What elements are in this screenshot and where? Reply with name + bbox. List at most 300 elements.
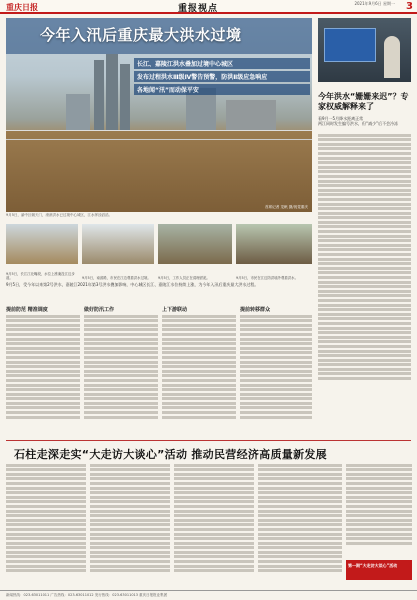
text-line — [84, 342, 158, 345]
text-line — [162, 379, 236, 382]
text-line — [240, 328, 312, 331]
text-line — [258, 468, 342, 471]
text-line — [84, 393, 158, 396]
text-line — [84, 324, 158, 327]
text-line — [6, 546, 86, 549]
text-line — [174, 537, 254, 540]
text-line — [174, 542, 254, 545]
text-line — [90, 537, 170, 540]
text-line — [90, 519, 170, 522]
text-line — [6, 361, 80, 364]
text-line — [6, 324, 80, 327]
text-line — [6, 569, 86, 572]
text-line — [240, 347, 312, 350]
text-line — [258, 569, 342, 572]
text-line — [6, 315, 80, 318]
bullet-item: 发布过程洪水Ⅲ级Ⅳ警告预警，防洪Ⅱ级应急响应 — [134, 71, 310, 82]
text-line — [240, 379, 312, 382]
text-line — [162, 370, 236, 373]
text-line — [90, 482, 170, 485]
text-line — [6, 365, 80, 368]
text-line — [84, 338, 158, 341]
thumb-photo — [236, 224, 312, 280]
article-column — [90, 462, 170, 586]
text-line — [90, 560, 170, 563]
text-line — [90, 491, 170, 494]
text-line — [318, 340, 411, 343]
text-line — [6, 496, 86, 499]
text-line — [258, 546, 342, 549]
text-line — [318, 157, 411, 160]
column-subheading: 上下游联动 — [162, 307, 188, 313]
text-line — [6, 342, 80, 345]
text-line — [6, 351, 80, 354]
text-line — [6, 406, 80, 409]
text-line — [318, 248, 411, 251]
text-line — [174, 565, 254, 568]
text-line — [162, 374, 236, 377]
text-line — [258, 533, 342, 536]
text-line — [162, 333, 236, 336]
text-line — [174, 546, 254, 549]
text-line — [6, 464, 86, 467]
text-line — [258, 477, 342, 480]
text-line — [90, 551, 170, 554]
text-line — [90, 468, 170, 471]
text-line — [174, 477, 254, 480]
text-line — [6, 505, 86, 508]
text-line — [90, 473, 170, 476]
text-line — [318, 359, 411, 362]
text-line — [6, 565, 86, 568]
right-story-photo — [318, 18, 411, 82]
text-line — [318, 276, 411, 279]
text-line — [318, 377, 411, 380]
text-line — [84, 351, 158, 354]
text-line — [90, 528, 170, 531]
railing — [6, 130, 312, 140]
text-line — [162, 402, 236, 405]
article-column — [346, 462, 412, 556]
text-line — [90, 565, 170, 568]
text-line — [346, 542, 412, 545]
text-line — [346, 473, 412, 476]
subhead-line: 看9月一5月降水距离正常 — [318, 116, 364, 121]
text-line — [6, 370, 80, 373]
text-line — [84, 315, 158, 318]
text-line — [318, 212, 411, 215]
text-line — [258, 565, 342, 568]
right-story-headline: 今年洪水“姗姗来迟”？专家权威解释来了 — [318, 92, 409, 111]
text-line — [6, 523, 86, 526]
text-line — [174, 482, 254, 485]
text-line — [84, 379, 158, 382]
text-line — [174, 473, 254, 476]
text-line — [90, 555, 170, 558]
text-line — [84, 388, 158, 391]
column-subheading: 做好防汛工作 — [84, 307, 115, 313]
section-title: 重报视点 — [178, 4, 219, 14]
text-line — [240, 388, 312, 391]
text-line — [318, 290, 411, 293]
brand-logo: 重庆日报 — [6, 2, 38, 12]
text-line — [258, 505, 342, 508]
text-line — [90, 546, 170, 549]
text-line — [6, 473, 86, 476]
presenter-figure — [384, 36, 400, 78]
text-line — [318, 327, 411, 330]
text-line — [240, 356, 312, 359]
text-line — [162, 388, 236, 391]
text-line — [318, 152, 411, 155]
intro-paragraph: 9月5日，受今年以来第2号洪水，嘉陵江2021年第3号洪水叠加影响，中心城区长江、嘉陵江水位持续上涨，为今年入汛后重庆最大洪水过程。 — [6, 282, 259, 287]
main-caption: 9月5日，渝中区朝天门，滚滚洪水已过境中心城区，江水浑浊滔滔。 — [6, 213, 112, 217]
text-line — [6, 384, 80, 387]
text-line — [258, 519, 342, 522]
text-line — [318, 134, 411, 137]
text-line — [162, 416, 236, 419]
text-line — [6, 379, 80, 382]
text-line — [318, 363, 411, 366]
text-line — [318, 262, 411, 265]
text-line — [240, 342, 312, 345]
text-line — [162, 397, 236, 400]
text-line — [346, 533, 412, 536]
text-line — [318, 322, 411, 325]
article-column — [318, 132, 411, 434]
text-line — [174, 496, 254, 499]
text-line — [6, 397, 80, 400]
text-line — [318, 143, 411, 146]
text-line — [318, 317, 411, 320]
text-line — [318, 138, 411, 141]
text-line — [258, 500, 342, 503]
text-line — [162, 384, 236, 387]
text-line — [346, 496, 412, 499]
text-line — [6, 347, 80, 350]
text-line — [346, 487, 412, 490]
building — [94, 60, 104, 130]
text-line — [258, 496, 342, 499]
text-line — [318, 258, 411, 261]
text-line — [258, 537, 342, 540]
text-line — [6, 542, 86, 545]
text-line — [258, 555, 342, 558]
text-line — [318, 253, 411, 256]
text-line — [90, 464, 170, 467]
text-line — [6, 533, 86, 536]
building — [66, 94, 90, 130]
subhead-line: 两江同时发生编号洪水，但“减少”后不会冷冻 — [318, 121, 399, 126]
text-line — [174, 533, 254, 536]
text-line — [90, 569, 170, 572]
text-line — [318, 198, 411, 201]
article-column — [6, 462, 86, 586]
text-line — [84, 406, 158, 409]
text-line — [90, 496, 170, 499]
text-line — [6, 514, 86, 517]
text-line — [6, 402, 80, 405]
text-line — [6, 319, 80, 322]
text-line — [240, 416, 312, 419]
bottom-headline: 石柱走深走实“大走访大谈心”活动 推动民营经济高质量新发展 — [14, 448, 327, 461]
text-line — [84, 402, 158, 405]
text-line — [174, 500, 254, 503]
text-line — [6, 388, 80, 391]
photo-credit: 首席记者 龙帆 摄/视觉重庆 — [264, 205, 308, 209]
text-line — [90, 477, 170, 480]
text-line — [318, 294, 411, 297]
text-line — [174, 569, 254, 572]
text-line — [174, 487, 254, 490]
text-line — [240, 351, 312, 354]
text-line — [258, 510, 342, 513]
text-line — [258, 560, 342, 563]
text-line — [6, 487, 86, 490]
text-line — [318, 203, 411, 206]
text-line — [174, 468, 254, 471]
text-line — [258, 482, 342, 485]
text-line — [346, 528, 412, 531]
thumb-photo — [6, 224, 78, 280]
text-line — [6, 482, 86, 485]
text-line — [240, 338, 312, 341]
text-line — [6, 555, 86, 558]
text-line — [318, 308, 411, 311]
text-line — [84, 416, 158, 419]
display-screen — [324, 28, 376, 62]
text-line — [318, 336, 411, 339]
text-line — [240, 411, 312, 414]
main-headline: 今年入汛后重庆最大洪水过境 — [40, 26, 242, 44]
thumb-photo — [158, 224, 232, 280]
text-line — [258, 491, 342, 494]
text-line — [318, 170, 411, 173]
text-line — [162, 411, 236, 414]
text-line — [174, 528, 254, 531]
text-line — [90, 542, 170, 545]
text-line — [258, 487, 342, 490]
text-line — [258, 551, 342, 554]
column-subheading: 提前转移群众 — [240, 307, 271, 313]
text-line — [346, 491, 412, 494]
text-line — [162, 342, 236, 345]
text-line — [258, 473, 342, 476]
article-column — [6, 306, 80, 436]
text-line — [318, 207, 411, 210]
text-line — [84, 333, 158, 336]
thumb-photo — [82, 224, 154, 280]
building — [120, 64, 130, 130]
text-line — [346, 519, 412, 522]
text-line — [162, 324, 236, 327]
text-line — [318, 368, 411, 371]
text-line — [6, 528, 86, 531]
text-line — [6, 491, 86, 494]
text-line — [318, 313, 411, 316]
article-column — [240, 306, 312, 436]
text-line — [318, 271, 411, 274]
text-line — [346, 523, 412, 526]
text-line — [318, 345, 411, 348]
text-line — [318, 267, 411, 270]
text-line — [240, 361, 312, 364]
text-line — [346, 537, 412, 540]
text-line — [318, 304, 411, 307]
text-line — [318, 216, 411, 219]
text-line — [84, 361, 158, 364]
text-line — [318, 235, 411, 238]
article-column — [162, 306, 236, 436]
text-line — [258, 514, 342, 517]
text-line — [6, 500, 86, 503]
text-line — [240, 384, 312, 387]
text-line — [240, 393, 312, 396]
text-line — [162, 319, 236, 322]
text-line — [6, 416, 80, 419]
text-line — [240, 319, 312, 322]
issue-date: 2021年9月6日 星期一 — [354, 1, 395, 6]
text-line — [84, 397, 158, 400]
text-line — [84, 328, 158, 331]
text-line — [258, 464, 342, 467]
text-line — [318, 299, 411, 302]
text-line — [162, 315, 236, 318]
text-line — [6, 333, 80, 336]
text-line — [6, 328, 80, 331]
text-line — [240, 397, 312, 400]
text-line — [6, 411, 80, 414]
text-line — [84, 365, 158, 368]
text-line — [84, 356, 158, 359]
text-line — [318, 166, 411, 169]
text-line — [6, 537, 86, 540]
bullet-item: 长江、嘉陵江洪水叠加过境中心城区 — [134, 58, 310, 69]
text-line — [84, 370, 158, 373]
text-line — [240, 365, 312, 368]
text-line — [174, 491, 254, 494]
text-line — [318, 193, 411, 196]
text-line — [90, 505, 170, 508]
text-line — [318, 281, 411, 284]
text-line — [174, 464, 254, 467]
right-story-subheads — [318, 116, 411, 126]
text-line — [90, 510, 170, 513]
text-line — [240, 315, 312, 318]
text-line — [318, 372, 411, 375]
building — [226, 100, 276, 130]
text-line — [84, 347, 158, 350]
text-line — [346, 468, 412, 471]
text-line — [240, 370, 312, 373]
text-line — [6, 393, 80, 396]
text-line — [174, 560, 254, 563]
text-line — [84, 319, 158, 322]
text-line — [6, 468, 86, 471]
column-subheading: 提前防范 精准调度 — [6, 307, 48, 313]
masthead — [0, 0, 417, 14]
article-column — [84, 306, 158, 436]
main-photo — [6, 18, 312, 212]
text-line — [162, 356, 236, 359]
text-line — [346, 510, 412, 513]
text-line — [174, 505, 254, 508]
text-line — [240, 406, 312, 409]
text-line — [90, 533, 170, 536]
text-line — [318, 180, 411, 183]
text-line — [162, 347, 236, 350]
page-footer: 新闻热线：023-63011011 广告热线：023-63011012 发行热线：023-63011013 重庆日报报业集团 — [0, 590, 417, 600]
text-line — [6, 560, 86, 563]
text-line — [240, 374, 312, 377]
text-line — [84, 411, 158, 414]
text-line — [174, 523, 254, 526]
text-line — [318, 221, 411, 224]
article-column — [258, 462, 342, 586]
text-line — [318, 285, 411, 288]
text-line — [90, 514, 170, 517]
building — [106, 54, 118, 130]
text-line — [6, 374, 80, 377]
thumb-caption: 9月5日，工作人员正在清理淤泥。 — [158, 276, 210, 280]
text-line — [174, 519, 254, 522]
text-line — [258, 542, 342, 545]
text-line — [318, 331, 411, 334]
text-line — [6, 519, 86, 522]
text-line — [318, 175, 411, 178]
text-line — [318, 161, 411, 164]
text-line — [162, 338, 236, 341]
text-line — [258, 528, 342, 531]
text-line — [346, 500, 412, 503]
text-line — [162, 351, 236, 354]
text-line — [6, 510, 86, 513]
flood-water — [6, 130, 312, 212]
text-line — [346, 477, 412, 480]
text-line — [162, 328, 236, 331]
text-line — [346, 464, 412, 467]
text-line — [6, 356, 80, 359]
text-line — [318, 184, 411, 187]
text-line — [346, 505, 412, 508]
text-line — [90, 523, 170, 526]
section-divider — [6, 440, 411, 441]
text-line — [258, 523, 342, 526]
text-line — [318, 230, 411, 233]
text-line — [174, 551, 254, 554]
text-line — [318, 189, 411, 192]
text-line — [162, 365, 236, 368]
text-line — [174, 510, 254, 513]
text-line — [162, 361, 236, 364]
headline-bullets — [134, 58, 310, 97]
article-column — [174, 462, 254, 586]
page-number: 3 — [406, 1, 413, 12]
text-line — [346, 514, 412, 517]
text-line — [162, 393, 236, 396]
thumb-caption: 9月5日，市民在江边防洪墙外观看洪水。 — [236, 276, 298, 280]
text-line — [240, 324, 312, 327]
text-line — [318, 239, 411, 242]
text-line — [6, 551, 86, 554]
text-line — [84, 384, 158, 387]
promo-banner: 第一期“大走访大谈心”活动 — [346, 560, 412, 580]
text-line — [318, 350, 411, 353]
text-line — [6, 338, 80, 341]
text-line — [174, 555, 254, 558]
text-line — [90, 487, 170, 490]
text-line — [318, 225, 411, 228]
